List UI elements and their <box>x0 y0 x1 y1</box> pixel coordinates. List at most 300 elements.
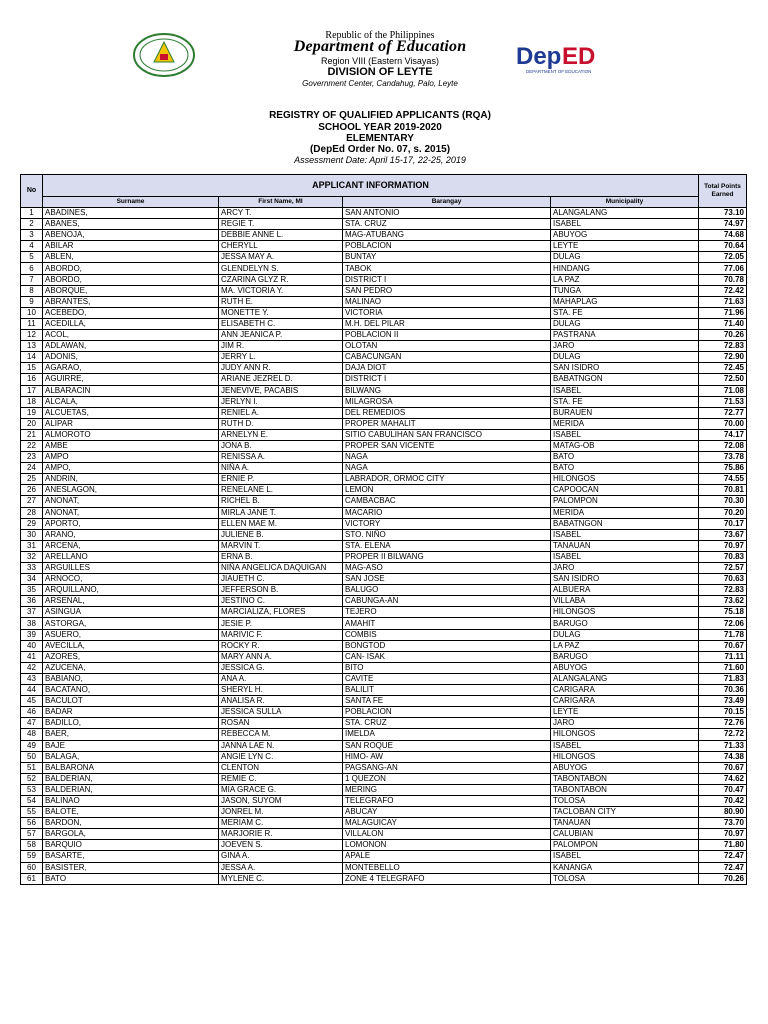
table-row <box>21 773 747 784</box>
cell-no: 21 <box>21 429 43 440</box>
cell-no: 36 <box>21 596 43 607</box>
cell-municipality: HINDANG <box>551 263 699 274</box>
cell-surname: ADLAWAN, <box>43 341 219 352</box>
cell-first-name: RUTH E. <box>219 296 343 307</box>
cell-no: 32 <box>21 551 43 562</box>
cell-first-name: JERRY L. <box>219 352 343 363</box>
cell-barangay: VICTORY <box>343 518 551 529</box>
table-row <box>21 407 747 418</box>
cell-surname: ALCALA, <box>43 396 219 407</box>
cell-barangay: POBLACION II <box>343 330 551 341</box>
cell-no: 26 <box>21 485 43 496</box>
table-row <box>21 563 747 574</box>
table-row <box>21 740 747 751</box>
cell-first-name: MONETTE Y. <box>219 307 343 318</box>
cell-surname: ARGUILLES <box>43 563 219 574</box>
cell-surname: ASTORGA, <box>43 618 219 629</box>
address-line: Government Center, Candahug, Palo, Leyte <box>302 79 458 88</box>
cell-surname: ARANO, <box>43 529 219 540</box>
cell-municipality: LEYTE <box>551 707 699 718</box>
cell-barangay: LABRADOR, ORMOC CITY <box>343 474 551 485</box>
cell-no: 25 <box>21 474 43 485</box>
cell-no: 9 <box>21 296 43 307</box>
table-row <box>21 318 747 329</box>
division-line: DIVISION OF LEYTE <box>327 66 433 78</box>
cell-municipality: JARO <box>551 341 699 352</box>
cell-points: 71.63 <box>699 296 747 307</box>
cell-first-name: MYLENE C. <box>219 873 343 884</box>
svg-text:Dep: Dep <box>516 43 562 70</box>
cell-points: 70.20 <box>699 507 747 518</box>
cell-first-name: ANGIE LYN C. <box>219 751 343 762</box>
cell-points: 72.42 <box>699 285 747 296</box>
cell-barangay: CAVITE <box>343 673 551 684</box>
school-year: SCHOOL YEAR 2019-2020 <box>318 122 442 133</box>
cell-no: 4 <box>21 241 43 252</box>
cell-points: 72.47 <box>699 862 747 873</box>
cell-points: 70.78 <box>699 274 747 285</box>
cell-no: 58 <box>21 840 43 851</box>
cell-barangay: LEMON <box>343 485 551 496</box>
cell-municipality: ALANGALANG <box>551 208 699 219</box>
cell-points: 70.63 <box>699 574 747 585</box>
cell-barangay: PAGSANG-AN <box>343 762 551 773</box>
cell-first-name: ELISABETH C. <box>219 318 343 329</box>
cell-points: 72.47 <box>699 851 747 862</box>
cell-surname: ARCENA, <box>43 540 219 551</box>
cell-municipality: DULAG <box>551 252 699 263</box>
cell-municipality: CAPOOCAN <box>551 485 699 496</box>
cell-municipality: TABONTABON <box>551 773 699 784</box>
cell-first-name: RICHEL B. <box>219 496 343 507</box>
cell-no: 57 <box>21 829 43 840</box>
cell-no: 24 <box>21 463 43 474</box>
table-row <box>21 418 747 429</box>
cell-surname: ANONAT, <box>43 507 219 518</box>
cell-surname: BALDERIAN, <box>43 784 219 795</box>
table-row <box>21 862 747 873</box>
cell-points: 70.42 <box>699 795 747 806</box>
cell-barangay: MERING <box>343 784 551 795</box>
cell-points: 74.68 <box>699 230 747 241</box>
cell-surname: BADILLO, <box>43 718 219 729</box>
cell-no: 18 <box>21 396 43 407</box>
cell-barangay: 1 QUEZON <box>343 773 551 784</box>
cell-first-name: JANNA LAE N. <box>219 740 343 751</box>
cell-first-name: MARJORIE R. <box>219 829 343 840</box>
cell-municipality: TUNGA <box>551 285 699 296</box>
cell-barangay: STO. NIÑO <box>343 529 551 540</box>
cell-first-name: GLENDELYN S. <box>219 263 343 274</box>
cell-surname: ALMOROTO <box>43 429 219 440</box>
cell-first-name: JULIENE B. <box>219 529 343 540</box>
cell-no: 42 <box>21 662 43 673</box>
cell-first-name: ARNELYN E. <box>219 429 343 440</box>
table-row <box>21 840 747 851</box>
cell-no: 48 <box>21 729 43 740</box>
cell-first-name: JEFFERSON B. <box>219 585 343 596</box>
table-row <box>21 673 747 684</box>
cell-first-name: JIM R. <box>219 341 343 352</box>
cell-first-name: RUTH D. <box>219 418 343 429</box>
header-no: No <box>21 175 43 208</box>
cell-surname: BAER, <box>43 729 219 740</box>
cell-municipality: CARIGARA <box>551 696 699 707</box>
cell-points: 72.90 <box>699 352 747 363</box>
cell-municipality: TANAUAN <box>551 818 699 829</box>
cell-first-name: MARVIN T. <box>219 540 343 551</box>
cell-municipality: CARIGARA <box>551 685 699 696</box>
cell-points: 73.10 <box>699 208 747 219</box>
cell-no: 5 <box>21 252 43 263</box>
table-row <box>21 219 747 230</box>
cell-points: 74.38 <box>699 751 747 762</box>
cell-barangay: CAMBACBAC <box>343 496 551 507</box>
cell-points: 70.67 <box>699 640 747 651</box>
cell-barangay: M.H. DEL PILAR <box>343 318 551 329</box>
cell-points: 70.36 <box>699 685 747 696</box>
cell-no: 1 <box>21 208 43 219</box>
cell-municipality: DULAG <box>551 352 699 363</box>
table-row <box>21 274 747 285</box>
cell-barangay: SAN ANTONIO <box>343 208 551 219</box>
cell-first-name: JESIE P. <box>219 618 343 629</box>
cell-barangay: HIMO- AW <box>343 751 551 762</box>
cell-points: 72.50 <box>699 374 747 385</box>
cell-municipality: PALOMPON <box>551 496 699 507</box>
cell-surname: ANONAT, <box>43 496 219 507</box>
cell-points: 70.97 <box>699 540 747 551</box>
table-row <box>21 507 747 518</box>
cell-barangay: CABUNGA-AN <box>343 596 551 607</box>
table-row <box>21 396 747 407</box>
table-row <box>21 363 747 374</box>
cell-municipality: ISABEL <box>551 740 699 751</box>
table-row <box>21 540 747 551</box>
cell-surname: ACOL, <box>43 330 219 341</box>
cell-points: 70.26 <box>699 330 747 341</box>
cell-no: 35 <box>21 585 43 596</box>
cell-surname: ABLEN, <box>43 252 219 263</box>
cell-first-name: JUDY ANN R. <box>219 363 343 374</box>
table-row <box>21 241 747 252</box>
cell-first-name: REGIE T. <box>219 219 343 230</box>
cell-municipality: TABONTABON <box>551 784 699 795</box>
cell-no: 16 <box>21 374 43 385</box>
cell-municipality: ISABEL <box>551 851 699 862</box>
cell-barangay: DISTRICT I <box>343 274 551 285</box>
cell-first-name: JERLYN I. <box>219 396 343 407</box>
cell-surname: AGARAO, <box>43 363 219 374</box>
header-applicant-information: APPLICANT INFORMATION <box>43 175 699 197</box>
cell-barangay: TEJERO <box>343 607 551 618</box>
cell-municipality: ABUYOG <box>551 230 699 241</box>
cell-first-name: NIÑA A. <box>219 463 343 474</box>
cell-municipality: JARO <box>551 563 699 574</box>
cell-no: 15 <box>21 363 43 374</box>
cell-barangay: BONGTOD <box>343 640 551 651</box>
table-row <box>21 230 747 241</box>
cell-first-name: NIÑA ANGELICA DAQUIGAN <box>219 563 343 574</box>
cell-barangay: DAJA DIOT <box>343 363 551 374</box>
table-row <box>21 585 747 596</box>
cell-first-name: CHERYLL <box>219 241 343 252</box>
cell-no: 52 <box>21 773 43 784</box>
header-municipality: Municipality <box>551 196 699 207</box>
cell-municipality: TOLOSA <box>551 795 699 806</box>
cell-no: 22 <box>21 440 43 451</box>
cell-no: 33 <box>21 563 43 574</box>
cell-municipality: VILLABA <box>551 596 699 607</box>
table-row <box>21 818 747 829</box>
cell-no: 55 <box>21 807 43 818</box>
cell-barangay: DEL REMEDIOS <box>343 407 551 418</box>
cell-surname: ABADINES, <box>43 208 219 219</box>
table-row <box>21 574 747 585</box>
cell-no: 3 <box>21 230 43 241</box>
region-line: Region VIII (Eastern Visayas) <box>321 56 439 66</box>
cell-first-name: ERNIE P. <box>219 474 343 485</box>
table-row <box>21 607 747 618</box>
cell-points: 71.53 <box>699 396 747 407</box>
cell-barangay: BALUGO <box>343 585 551 596</box>
cell-barangay: CABACUNGAN <box>343 352 551 363</box>
cell-barangay: VILLALON <box>343 829 551 840</box>
cell-first-name: ANA A. <box>219 673 343 684</box>
cell-no: 34 <box>21 574 43 585</box>
cell-points: 70.47 <box>699 784 747 795</box>
cell-points: 72.57 <box>699 563 747 574</box>
cell-no: 27 <box>21 496 43 507</box>
table-row <box>21 518 747 529</box>
cell-points: 72.83 <box>699 585 747 596</box>
cell-municipality: ALANGALANG <box>551 673 699 684</box>
table-row <box>21 707 747 718</box>
header-total-points: Total Points Earned <box>699 175 747 208</box>
cell-barangay: NAGA <box>343 452 551 463</box>
cell-barangay: BITO <box>343 662 551 673</box>
cell-municipality: MERIDA <box>551 418 699 429</box>
cell-no: 29 <box>21 518 43 529</box>
cell-barangay: ABUCAY <box>343 807 551 818</box>
cell-municipality: STA. FE <box>551 396 699 407</box>
cell-barangay: IMELDA <box>343 729 551 740</box>
cell-points: 80.90 <box>699 807 747 818</box>
cell-points: 70.97 <box>699 829 747 840</box>
cell-first-name: JESSA MAY A. <box>219 252 343 263</box>
table-row <box>21 296 747 307</box>
cell-municipality: CALUBIAN <box>551 829 699 840</box>
cell-first-name: JESSICA G. <box>219 662 343 673</box>
cell-first-name: JASON, SUYOM <box>219 795 343 806</box>
cell-surname: BALOTE, <box>43 807 219 818</box>
cell-surname: AZORES, <box>43 651 219 662</box>
cell-municipality: MERIDA <box>551 507 699 518</box>
cell-no: 56 <box>21 818 43 829</box>
cell-points: 71.33 <box>699 740 747 751</box>
cell-barangay: MACARIO <box>343 507 551 518</box>
cell-points: 73.49 <box>699 696 747 707</box>
table-row <box>21 651 747 662</box>
cell-points: 70.00 <box>699 418 747 429</box>
cell-municipality: PALOMPON <box>551 840 699 851</box>
cell-barangay: NAGA <box>343 463 551 474</box>
cell-barangay: MALAGUICAY <box>343 818 551 829</box>
header-surname: Surname <box>43 196 219 207</box>
cell-barangay: STA. ELENA <box>343 540 551 551</box>
cell-surname: BASARTE, <box>43 851 219 862</box>
cell-first-name: ELLEN MAE M. <box>219 518 343 529</box>
cell-no: 49 <box>21 740 43 751</box>
cell-no: 11 <box>21 318 43 329</box>
document-header <box>0 0 768 170</box>
cell-surname: ABANES, <box>43 219 219 230</box>
cell-surname: BALAGA, <box>43 751 219 762</box>
cell-municipality: BURAUEN <box>551 407 699 418</box>
cell-points: 72.72 <box>699 729 747 740</box>
cell-surname: APORTO, <box>43 518 219 529</box>
republic-line: Republic of the Philippines <box>325 30 435 41</box>
cell-first-name: RENISSA A. <box>219 452 343 463</box>
cell-first-name: JONA B. <box>219 440 343 451</box>
cell-first-name: MIA GRACE G. <box>219 784 343 795</box>
table-row <box>21 807 747 818</box>
cell-barangay: CAN- ISAK <box>343 651 551 662</box>
cell-no: 41 <box>21 651 43 662</box>
assessment-date: Assessment Date: April 15-17, 22-25, 2019 <box>294 155 466 165</box>
cell-points: 73.67 <box>699 529 747 540</box>
cell-no: 31 <box>21 540 43 551</box>
table-row <box>21 784 747 795</box>
cell-municipality: MAHAPLAG <box>551 296 699 307</box>
table-row <box>21 285 747 296</box>
cell-no: 50 <box>21 751 43 762</box>
cell-surname: BACATANO, <box>43 685 219 696</box>
cell-no: 17 <box>21 385 43 396</box>
cell-first-name: MIRLA JANE T. <box>219 507 343 518</box>
cell-barangay: PROPER II BILWANG <box>343 551 551 562</box>
cell-no: 61 <box>21 873 43 884</box>
applicant-registry-table <box>20 174 747 885</box>
cell-first-name: ARCY T. <box>219 208 343 219</box>
cell-surname: ALBARACIN <box>43 385 219 396</box>
cell-barangay: OLOTAN <box>343 341 551 352</box>
cell-surname: ACEDILLA, <box>43 318 219 329</box>
cell-barangay: SAN PEDRO <box>343 285 551 296</box>
table-row <box>21 795 747 806</box>
cell-points: 74.97 <box>699 219 747 230</box>
cell-first-name: MERIAM C. <box>219 818 343 829</box>
level-label: ELEMENTARY <box>346 133 414 144</box>
cell-municipality: LA PAZ <box>551 640 699 651</box>
cell-first-name: REMIE C. <box>219 773 343 784</box>
cell-points: 73.78 <box>699 452 747 463</box>
cell-first-name: JESSA A. <box>219 862 343 873</box>
cell-first-name: MARY ANN A. <box>219 651 343 662</box>
table-row <box>21 330 747 341</box>
cell-surname: BABIANO, <box>43 673 219 684</box>
cell-points: 72.08 <box>699 440 747 451</box>
cell-points: 70.17 <box>699 518 747 529</box>
cell-municipality: HILONGOS <box>551 751 699 762</box>
cell-first-name: JESSICA SULLA <box>219 707 343 718</box>
cell-surname: ANESLAGON, <box>43 485 219 496</box>
cell-barangay: SAN ROQUE <box>343 740 551 751</box>
cell-barangay: APALE <box>343 851 551 862</box>
cell-surname: ADONIS, <box>43 352 219 363</box>
cell-no: 38 <box>21 618 43 629</box>
cell-municipality: BARUGO <box>551 618 699 629</box>
cell-first-name: REBECCA M. <box>219 729 343 740</box>
cell-no: 54 <box>21 795 43 806</box>
order-reference: (DepEd Order No. 07, s. 2015) <box>309 144 451 155</box>
cell-municipality: JARO <box>551 718 699 729</box>
cell-first-name: ROSAN <box>219 718 343 729</box>
cell-points: 73.70 <box>699 818 747 829</box>
cell-municipality: TANAUAN <box>551 540 699 551</box>
cell-points: 70.15 <box>699 707 747 718</box>
cell-barangay: POBLACION <box>343 241 551 252</box>
cell-no: 14 <box>21 352 43 363</box>
cell-points: 72.05 <box>699 252 747 263</box>
table-row <box>21 551 747 562</box>
table-row <box>21 851 747 862</box>
cell-surname: ARQUILLANO, <box>43 585 219 596</box>
cell-surname: ASUERO, <box>43 629 219 640</box>
cell-first-name: ROCKY R. <box>219 640 343 651</box>
cell-barangay: SITIO CABULIHAN SAN FRANCISCO <box>343 429 551 440</box>
cell-first-name: JOEVEN S. <box>219 840 343 851</box>
cell-no: 53 <box>21 784 43 795</box>
cell-municipality: SAN ISIDRO <box>551 574 699 585</box>
cell-surname: ACEBEDO, <box>43 307 219 318</box>
cell-municipality: ALBUERA <box>551 585 699 596</box>
cell-points: 70.67 <box>699 762 747 773</box>
svg-text:DEPARTMENT OF EDUCATION: DEPARTMENT OF EDUCATION <box>526 69 592 74</box>
cell-surname: ARSENAL, <box>43 596 219 607</box>
cell-points: 70.83 <box>699 551 747 562</box>
cell-barangay: TABOK <box>343 263 551 274</box>
registry-body <box>21 208 747 885</box>
table-row <box>21 629 747 640</box>
cell-municipality: ISABEL <box>551 551 699 562</box>
cell-first-name: JONREL M. <box>219 807 343 818</box>
cell-points: 72.76 <box>699 718 747 729</box>
cell-surname: BAJE <box>43 740 219 751</box>
cell-points: 71.83 <box>699 673 747 684</box>
cell-municipality: LA PAZ <box>551 274 699 285</box>
cell-points: 74.55 <box>699 474 747 485</box>
cell-barangay: MILAGROSA <box>343 396 551 407</box>
cell-municipality: ISABEL <box>551 219 699 230</box>
cell-municipality: LEYTE <box>551 241 699 252</box>
cell-barangay: VICTORIA <box>343 307 551 318</box>
cell-municipality: HILONGOS <box>551 729 699 740</box>
cell-surname: ARELLANO <box>43 551 219 562</box>
cell-barangay: BUNTAY <box>343 252 551 263</box>
cell-surname: ABORQUE, <box>43 285 219 296</box>
cell-municipality: PASTRANA <box>551 330 699 341</box>
table-row <box>21 252 747 263</box>
cell-points: 74.62 <box>699 773 747 784</box>
cell-surname: BARQUIO <box>43 840 219 851</box>
cell-no: 30 <box>21 529 43 540</box>
cell-points: 71.60 <box>699 662 747 673</box>
cell-surname: BARDON, <box>43 818 219 829</box>
cell-points: 73.62 <box>699 596 747 607</box>
cell-no: 46 <box>21 707 43 718</box>
cell-first-name: DEBBIE ANNE L. <box>219 230 343 241</box>
